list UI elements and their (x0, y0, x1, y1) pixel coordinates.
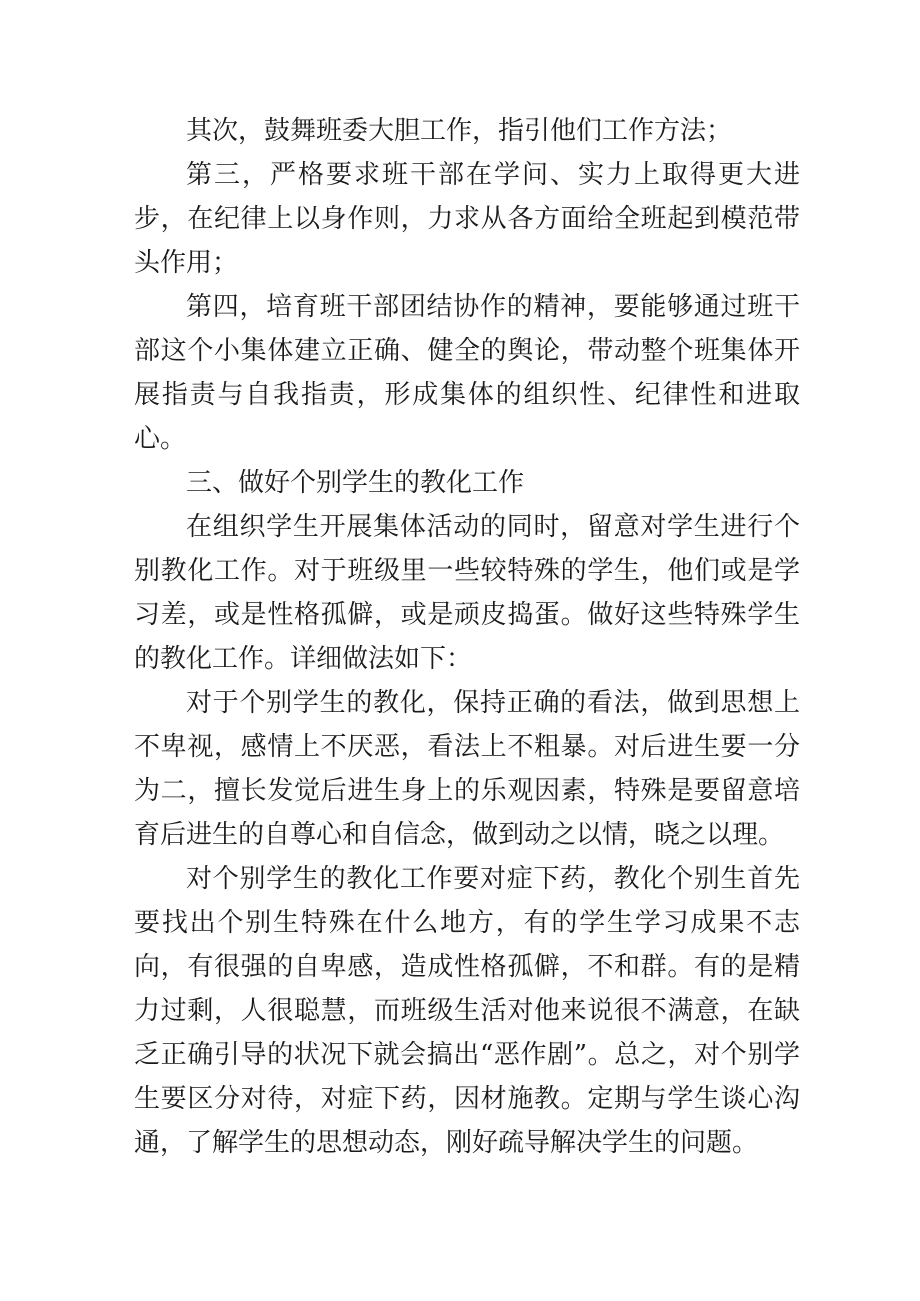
document-body (134, 109, 800, 1165)
paragraph-secondly: 其次，鼓舞班委大胆工作，指引他们工作方法； (186, 116, 733, 146)
paragraph-fourthly: 第四，培育班干部团结协作的精神，要能够通过班干部这个小集体建立正确、健全的舆论，带动整个班集体开展指责与自我指责，形成集体的组织性、纪律性和进取心。 (134, 292, 800, 454)
paragraph-thirdly: 第三，严格要求班干部在学问、实力上取得更大进步，在纪律上以身作则，力求从各方面给全班起到模范带头作用； (134, 160, 800, 278)
paragraph-targeted-approach: 对个别学生的教化工作要对症下药，教化个别生首先要找出个别生特殊在什么地方，有的学生学习成果不志向，有很强的自卑感，造成性格孤僻，不和群。有的是精力过剩，人很聪慧，而班级生活对他来说很不满意，在缺乏正确引导的状况下就会搞出“恶作剧”。总之，对个别学生要区分对待，对症下药，因材施教。定期与学生谈心沟通，了解学生的思想动态，刚好疏导解决学生的问题。 (134, 864, 800, 1158)
paragraph-individual-intro: 在组织学生开展集体活动的同时，留意对学生进行个别教化工作。对于班级里一些较特殊的学生，他们或是学习差，或是性格孤僻，或是顽皮捣蛋。做好这些特殊学生的教化工作。详细做法如下： (134, 512, 800, 674)
paragraph-correct-attitude: 对于个别学生的教化，保持正确的看法，做到思想上不卑视，感情上不厌恶，看法上不粗暴。对后进生要一分为二，擅长发觉后进生身上的乐观因素，特殊是要留意培育后进生的自尊心和自信念，做到动之以情，晓之以理。 (134, 688, 800, 850)
section-heading-individual-education: 三、做好个别学生的教化工作 (186, 468, 525, 498)
